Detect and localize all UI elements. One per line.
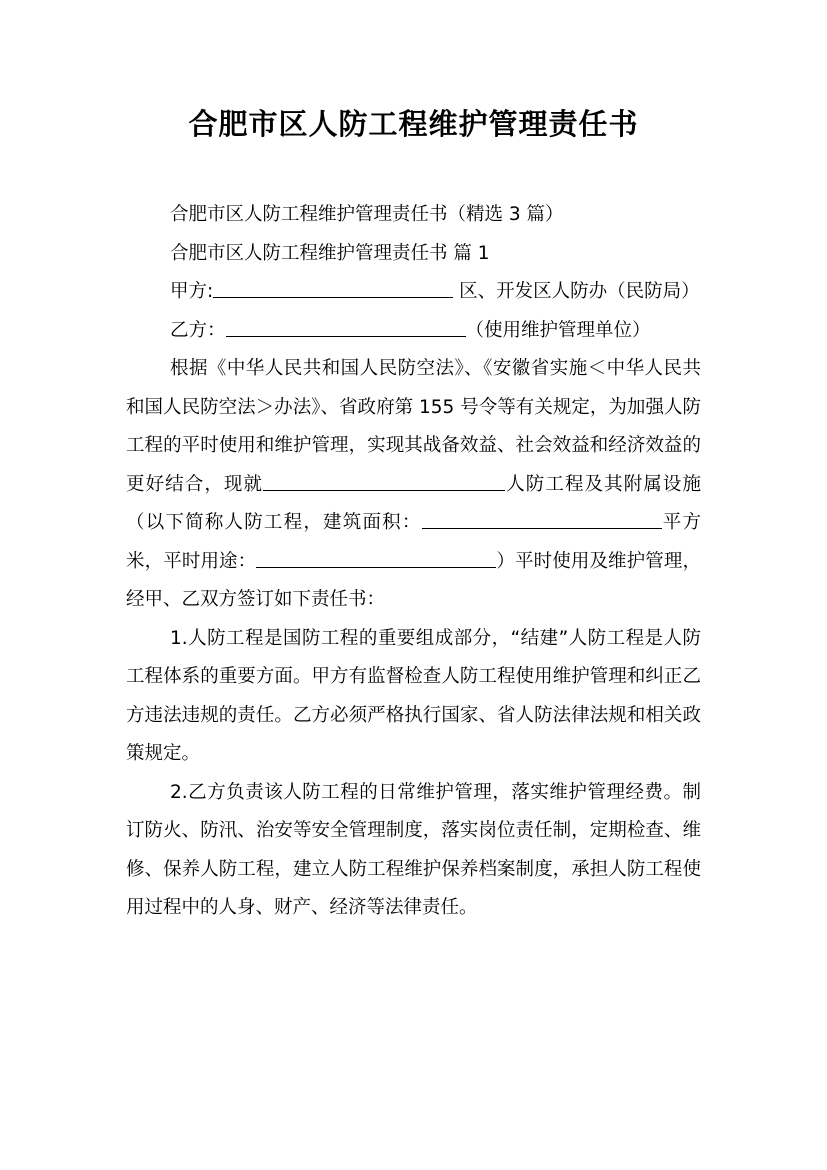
party-b-blank [226, 316, 466, 337]
document-subtitle: 合肥市区人防工程维护管理责任书（精选 3 篇） [170, 204, 564, 225]
section-heading: 合肥市区人防工程维护管理责任书 篇 1 [170, 242, 490, 264]
party-a-blank [213, 277, 453, 298]
party-b-label: 乙方： [170, 319, 226, 341]
clause-2: 2.乙方负责该人防工程的日常维护管理，落实维护管理经费。制订防火、防汛、治安等安全管理制度，落实岗位责任制，定期检查、维修、保养人防工程，建立人防工程维护保养档案制度，承担人防工程使用过程中的人身、财产、经济等法律责任。 [126, 781, 701, 918]
clause-1: 1.人防工程是国防工程的重要组成部分，“结建”人防工程是人防工程体系的重要方面。甲方有监督检查人防工程使用维护管理和纠正乙方违法违规的责任。乙方必须严格执行国家、省人防法律法规和相关政策规定。 [126, 627, 701, 764]
usage-blank [256, 547, 496, 568]
intro-part-3: 平方米，平时用途： [126, 512, 701, 572]
intro-paragraph [126, 350, 701, 620]
intro-part-1: 根据《中华人民共和国人民防空法》、《安徽省实施＜中华人民共和国人民防空法＞办法》、省政府第 155 号令等有关规定，为加强人防工程的平时使用和维护管理，实现其战备效益、社会效益和经济效益的更好结合，现就 [126, 358, 701, 495]
project-name-blank [263, 470, 505, 491]
document-title: 合肥市区人防工程维护管理责任书 [188, 107, 639, 141]
party-a-line [126, 273, 701, 312]
intro-part-2: 人防工程及其附属设施（以下简称人防工程，建筑面积： [126, 473, 701, 533]
area-blank [422, 508, 662, 529]
party-b-line [126, 312, 701, 351]
intro-part-4: ）平时使用及维护管理，经甲、乙双方签订如下责任书： [126, 550, 701, 610]
party-b-suffix: （使用维护管理单位） [465, 319, 651, 341]
party-a-suffix: 区、开发区人防办（民防局） [453, 281, 700, 302]
party-a-label: 甲方: [170, 281, 214, 302]
document-body [126, 196, 701, 928]
